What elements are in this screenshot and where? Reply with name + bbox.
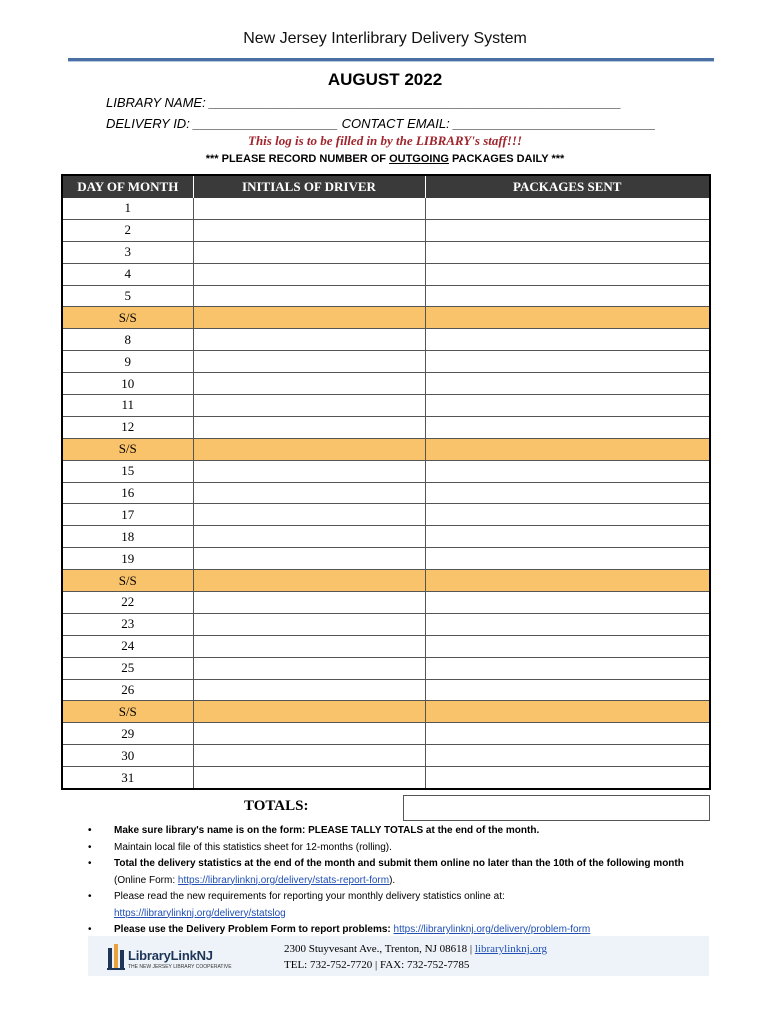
day-cell: 4	[62, 263, 193, 285]
day-row	[62, 679, 710, 701]
day-cell: S/S	[62, 701, 193, 723]
packages-sent-cell[interactable]	[425, 679, 710, 701]
logo-wordmark: LibraryLinkNJ	[128, 948, 213, 963]
header-day-of-month: DAY OF MONTH	[62, 175, 193, 198]
packages-sent-cell[interactable]	[425, 285, 710, 307]
record-instruction: *** PLEASE RECORD NUMBER OF OUTGOING PACKAGES DAILY ***	[205, 153, 565, 165]
packages-sent-cell[interactable]	[425, 635, 710, 657]
day-row	[62, 219, 710, 241]
driver-initials-cell[interactable]	[193, 745, 425, 767]
day-cell: 8	[62, 329, 193, 351]
day-cell: 12	[62, 416, 193, 438]
day-cell: 25	[62, 657, 193, 679]
totals-label: TOTALS:	[244, 798, 309, 814]
stats-report-form-link[interactable]: https://librarylinknj.org/delivery/stats-report-form	[177, 874, 390, 886]
day-row	[62, 767, 710, 789]
day-row	[62, 241, 710, 263]
packages-sent-cell[interactable]	[425, 592, 710, 614]
packages-sent-cell[interactable]	[425, 416, 710, 438]
driver-initials-cell[interactable]	[193, 416, 425, 438]
packages-sent-cell[interactable]	[425, 198, 710, 219]
delivery-id-email-field[interactable]: DELIVERY ID: ____________________ CONTACT EMAIL: ____________________________	[106, 116, 656, 131]
day-cell: S/S	[62, 438, 193, 460]
driver-initials-cell[interactable]	[193, 548, 425, 570]
note-item: • Maintain local file of this statistics sheet for 12-months (rolling).	[88, 840, 688, 857]
packages-sent-cell[interactable]	[425, 613, 710, 635]
packages-sent-cell[interactable]	[425, 263, 710, 285]
footer-phone: TEL: 732-752-7720 | FAX: 732-752-7785	[284, 959, 470, 971]
day-row	[62, 657, 710, 679]
day-cell: 1	[62, 198, 193, 219]
day-cell: 26	[62, 679, 193, 701]
driver-initials-cell[interactable]	[193, 701, 425, 723]
packages-sent-cell[interactable]	[425, 329, 710, 351]
day-cell: 19	[62, 548, 193, 570]
driver-initials-cell[interactable]	[193, 219, 425, 241]
day-row	[62, 351, 710, 373]
day-row	[62, 460, 710, 482]
footer	[88, 936, 709, 976]
packages-sent-cell[interactable]	[425, 504, 710, 526]
day-cell: 15	[62, 460, 193, 482]
day-row	[62, 745, 710, 767]
day-row	[62, 263, 710, 285]
packages-sent-cell[interactable]	[425, 438, 710, 460]
note-item: • Please use the Delivery Problem Form to report problems: https://librarylinknj.org/delivery/problem-form	[88, 922, 688, 939]
day-cell: 16	[62, 482, 193, 504]
packages-sent-cell[interactable]	[425, 657, 710, 679]
packages-sent-cell[interactable]	[425, 548, 710, 570]
day-cell: 3	[62, 241, 193, 263]
day-row	[62, 329, 710, 351]
footer-address: 2300 Stuyvesant Ave., Trenton, NJ 08618 |	[284, 943, 475, 955]
day-cell: S/S	[62, 307, 193, 329]
header-packages-sent: PACKAGES SENT	[425, 175, 710, 198]
day-cell: 17	[62, 504, 193, 526]
packages-sent-cell[interactable]	[425, 482, 710, 504]
driver-initials-cell[interactable]	[193, 329, 425, 351]
day-row	[62, 592, 710, 614]
driver-initials-cell[interactable]	[193, 460, 425, 482]
day-cell: 5	[62, 285, 193, 307]
driver-initials-cell[interactable]	[193, 526, 425, 548]
driver-initials-cell[interactable]	[193, 482, 425, 504]
day-row	[62, 373, 710, 395]
driver-initials-cell[interactable]	[193, 723, 425, 745]
packages-sent-cell[interactable]	[425, 241, 710, 263]
day-row	[62, 723, 710, 745]
note-item: • Total the delivery statistics at the end of the month and submit them online no later than the 10th of the following month (Online Form: https://librarylinknj.org/delivery/stats-report-form).	[88, 856, 688, 889]
problem-form-link[interactable]: https://librarylinknj.org/delivery/problem-form	[393, 924, 591, 935]
weekend-row	[62, 307, 710, 329]
packages-sent-cell[interactable]	[425, 526, 710, 548]
packages-sent-cell[interactable]	[425, 307, 710, 329]
day-cell: 31	[62, 767, 193, 789]
driver-initials-cell[interactable]	[193, 635, 425, 657]
packages-sent-cell[interactable]	[425, 723, 710, 745]
day-cell: 11	[62, 395, 193, 417]
day-cell: 22	[62, 592, 193, 614]
staff-note: This log is to be filled in by the LIBRARY's staff!!!	[248, 133, 522, 148]
day-row	[62, 526, 710, 548]
header-divider	[68, 58, 714, 62]
day-cell: 23	[62, 613, 193, 635]
page-header-title: New Jersey Interlibrary Delivery System	[243, 30, 527, 47]
weekend-row	[62, 438, 710, 460]
library-name-field[interactable]: LIBRARY NAME: _________________________________________________________	[106, 95, 622, 110]
footer-contact	[284, 941, 547, 973]
website-link[interactable]: librarylinknj.org	[474, 943, 548, 955]
statslog-link[interactable]: https://librarylinknj.org/delivery/statslog	[114, 907, 286, 919]
driver-initials-cell[interactable]	[193, 307, 425, 329]
table-header-row	[62, 175, 710, 198]
day-row	[62, 395, 710, 417]
day-row	[62, 482, 710, 504]
day-cell: 18	[62, 526, 193, 548]
note-item: • Make sure library's name is on the form: PLEASE TALLY TOTALS at the end of the month.	[88, 823, 688, 840]
driver-initials-cell[interactable]	[193, 592, 425, 614]
driver-initials-cell[interactable]	[193, 504, 425, 526]
day-row	[62, 198, 710, 219]
day-cell: 24	[62, 635, 193, 657]
driver-initials-cell[interactable]	[193, 241, 425, 263]
day-row	[62, 416, 710, 438]
driver-initials-cell[interactable]	[193, 373, 425, 395]
weekend-row	[62, 570, 710, 592]
driver-initials-cell[interactable]	[193, 351, 425, 373]
driver-initials-cell[interactable]	[193, 767, 425, 789]
day-row	[62, 548, 710, 570]
librarylinknj-logo	[106, 940, 236, 974]
day-cell: S/S	[62, 570, 193, 592]
packages-sent-cell[interactable]	[425, 373, 710, 395]
packages-sent-cell[interactable]	[425, 570, 710, 592]
packages-sent-cell[interactable]	[425, 767, 710, 789]
packages-sent-cell[interactable]	[425, 219, 710, 241]
day-cell: 29	[62, 723, 193, 745]
day-cell: 2	[62, 219, 193, 241]
packages-sent-cell[interactable]	[425, 745, 710, 767]
day-cell: 30	[62, 745, 193, 767]
driver-initials-cell[interactable]	[193, 285, 425, 307]
packages-sent-cell[interactable]	[425, 701, 710, 723]
logo-tagline: THE NEW JERSEY LIBRARY COOPERATIVE	[128, 964, 232, 970]
day-row	[62, 285, 710, 307]
driver-initials-cell[interactable]	[193, 570, 425, 592]
delivery-log-table	[61, 174, 711, 790]
day-row	[62, 635, 710, 657]
driver-initials-cell[interactable]	[193, 679, 425, 701]
day-row	[62, 504, 710, 526]
driver-initials-cell[interactable]	[193, 438, 425, 460]
month-title: AUGUST 2022	[327, 70, 443, 89]
packages-sent-cell[interactable]	[425, 460, 710, 482]
day-row	[62, 613, 710, 635]
driver-initials-cell[interactable]	[193, 198, 425, 219]
driver-initials-cell[interactable]	[193, 613, 425, 635]
header-initials-of-driver: INITIALS OF DRIVER	[193, 175, 425, 198]
driver-initials-cell[interactable]	[193, 395, 425, 417]
packages-sent-cell[interactable]	[425, 351, 710, 373]
weekend-row	[62, 701, 710, 723]
instructions-list	[88, 823, 688, 939]
driver-initials-cell[interactable]	[193, 263, 425, 285]
totals-input-box[interactable]	[403, 795, 710, 821]
note-item: • Please read the new requirements for reporting your monthly delivery statistics online at: https://librarylinknj.org/delivery/statslog	[88, 889, 688, 922]
day-cell: 10	[62, 373, 193, 395]
day-cell: 9	[62, 351, 193, 373]
packages-sent-cell[interactable]	[425, 395, 710, 417]
driver-initials-cell[interactable]	[193, 657, 425, 679]
